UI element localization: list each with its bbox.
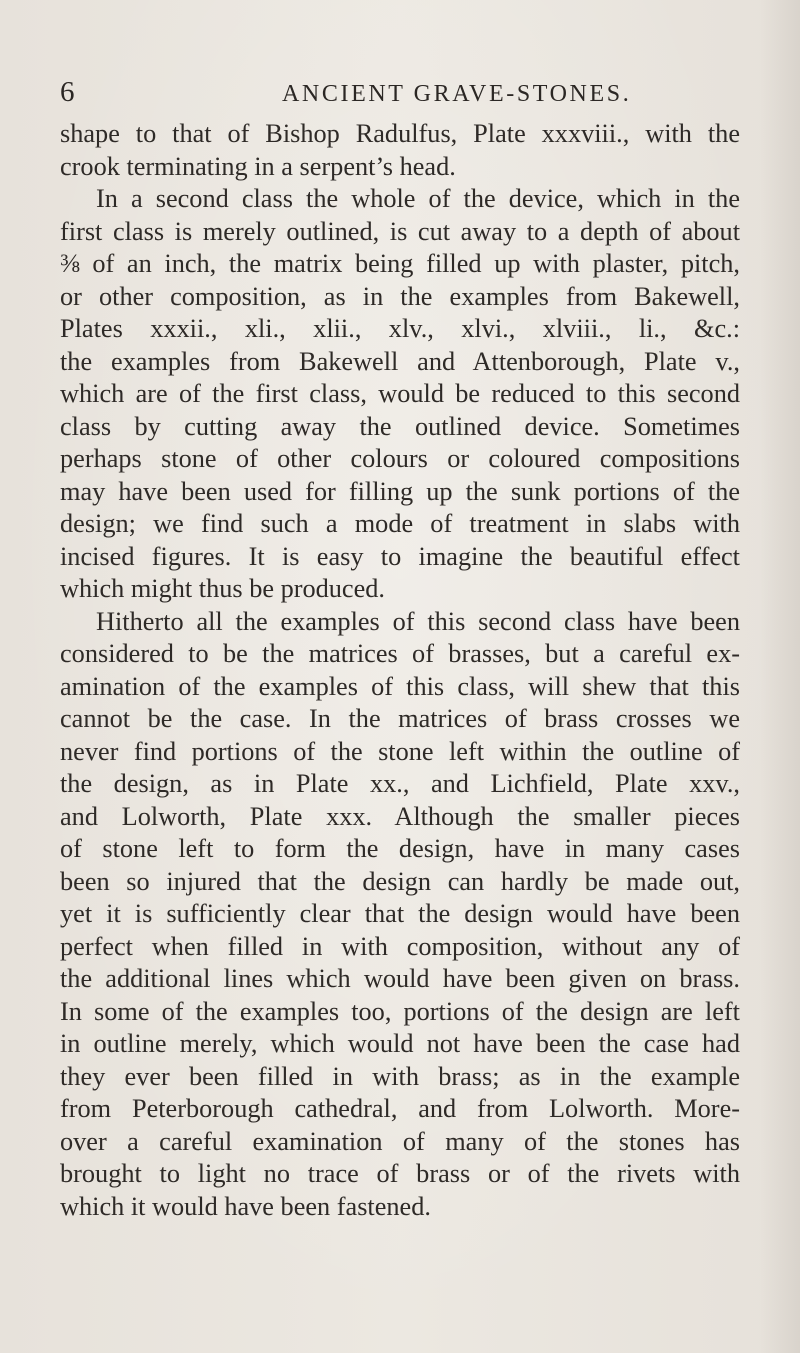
- text-line: they ever been filled in with brass; as in the example: [60, 1061, 740, 1091]
- page-edge-shadow: [760, 0, 800, 1353]
- text-line: crook terminating in a serpent’s head.: [60, 151, 456, 181]
- text-line: of stone left to form the design, have in many cases: [60, 834, 740, 863]
- paragraph-first-line: In a second class the whole of the device, which in the: [96, 184, 740, 213]
- text-line: never find portions of the stone left within the outline of: [60, 736, 740, 766]
- text-line: design; we find such a mode of treatment in slabs with: [60, 509, 740, 538]
- text-line: in outline merely, which would not have been the case had: [60, 1029, 740, 1058]
- text-line: and Lolworth, Plate xxx. Although the smaller pieces: [60, 801, 740, 831]
- text-line: over a careful examination of many of the stones has: [60, 1126, 740, 1156]
- text-line: incised figures. It is easy to imagine the beautiful effect: [60, 541, 740, 571]
- text-line: shape to that of Bishop Radulfus, Plate xxxviii., with the: [60, 119, 740, 148]
- text-line: the examples from Bakewell and Attenborough, Plate v.,: [60, 346, 740, 376]
- running-head: [60, 76, 740, 116]
- text-line: ⅜ of an inch, the matrix being filled up with plaster, pitch,: [60, 249, 740, 278]
- text-line: considered to be the matrices of brasses, but a careful ex-: [60, 639, 740, 668]
- text-line: In some of the examples too, portions of the design are left: [60, 996, 740, 1026]
- text-line: perfect when filled in with composition, without any of: [60, 931, 740, 961]
- text-line: cannot be the case. In the matrices of brass crosses we: [60, 704, 740, 733]
- text-line: first class is merely outlined, is cut away to a depth of about: [60, 216, 740, 246]
- text-line: brought to light no trace of brass or of the rivets with: [60, 1159, 740, 1188]
- text-line: the additional lines which would have been given on brass.: [60, 964, 740, 993]
- text-line: perhaps stone of other colours or coloured compositions: [60, 444, 740, 473]
- text-line: which might thus be produced.: [60, 574, 386, 603]
- running-title: ANCIENT GRAVE-STONES.: [282, 81, 632, 107]
- text-line: may have been used for filling up the sunk portions of the: [60, 476, 740, 506]
- text-line: which it would have been fastened.: [60, 1191, 431, 1221]
- text-line: or other composition, as in the examples from Bakewell,: [60, 281, 740, 311]
- text-line: Plates xxxii., xli., xlii., xlv., xlvi., xlviii., li., &c.:: [60, 314, 740, 343]
- paragraph-first-line: Hitherto all the examples of this second class have been: [96, 606, 740, 636]
- text-line: amination of the examples of this class, will shew that this: [60, 671, 740, 701]
- text-line: the design, as in Plate xx., and Lichfield, Plate xxv.,: [60, 769, 740, 798]
- text-line: class by cutting away the outlined device. Sometimes: [60, 411, 740, 441]
- text-line: from Peterborough cathedral, and from Lolworth. More-: [60, 1094, 740, 1123]
- text-line: which are of the first class, would be reduced to this second: [60, 379, 740, 408]
- page-number: 6: [60, 76, 75, 108]
- text-line: been so injured that the design can hardly be made out,: [60, 866, 740, 896]
- body-text: [60, 118, 740, 1223]
- text-line: yet it is sufficiently clear that the design would have been: [60, 899, 740, 928]
